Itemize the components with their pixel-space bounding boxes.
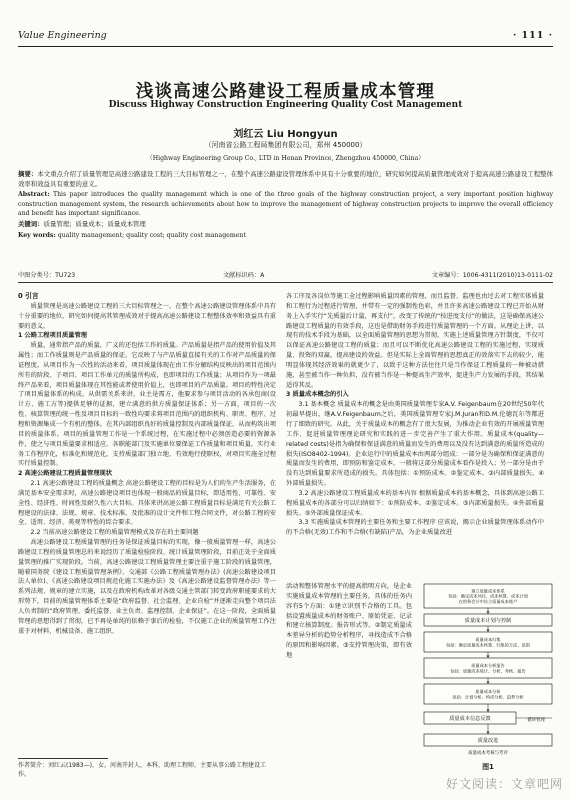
- flow-box-text: 质量成本信息反馈: [449, 716, 491, 723]
- paragraph: 2.2 当前高速公路建设工程的质量管理模式及存在的主要问题: [30, 529, 199, 537]
- paragraph: 各工序及各岗位等施工全过程影响质量因素的管理，而且监督、监理也由过去对工程实体质量和工程行为过程进行管理，并带有一定的强制性色彩，并且许多高速公路建设工程已开始从财务上入手实行“先质量后计量，再支付”，改变了传统的“按进度支付”的做法，这是确保高速公路建设工程质量的有效手段，这也是借助财务手段进行质量管理的一个方面。从理论上讲，以现有的技术手段为基础，以全面质量管理的思想为贯彻，实施上述质量管理方针制度，不仅可以保证高速公路建设工程的质量；而且可以不断优化高速公路建设工程的实施过程，实现质量、投资的双赢，提高建设的效益。但是实际上全面管理的思想真正的效落实下去的较少，能明显体现其经济效果的就更少了，以致于这种方法往往只是当作保证工程质量的一种被动措施，甚至被当作一种负担，没有被当作是一种提高生产效率，促进生产力发展的手段，其结果适得其反。: [286, 293, 544, 389]
- flow-box-text: 包括：质量成本统计、分析、考核、报告: [450, 668, 526, 674]
- paragraph: 3.2 高速公路建设工程质量成本的基本内容 根据质量成本的基本概念，具体到高速公路工程质量成本的各部分可以归纳如下：①预防成本。②鉴定成本。③内部质量损失。④外部质量损失。⑤外部质量保证成本。: [286, 489, 544, 517]
- flow-box-text: 建立质量成本体系: [471, 588, 505, 594]
- flowchart-svg: [418, 582, 558, 757]
- journal-name: Value Engineering: [18, 30, 107, 41]
- affiliation-english: （Highway Engineering Group Co., LTD in Henan Province, Zhengzhou 450000, China）: [146, 155, 425, 162]
- paragraph: 高速公路建设工程质量管理的任务是保证质量目标的实现，像一般质量管理一样，高速公路建设工程的质量管理总的来说经历了质量检验阶段、统计质量管理阶段，目前正处于全面质量管理的推广实现阶段。当前，高速公路建设工程质量管理主要注重于施工阶段的质量管理，随着国务院《建设工程质量管理条例》、交通部《公路工程质量管理办法》(高速公路建设项目法人单位)、《高速公路建设项目规范化施工实施办法》及《高速公路建设监督管理办法》等一系列法规、规章的建立实施，以及在政府机构改革对各级交通主管部门转变政府职能要求的大形势下，目前的质量管理体系主要是“政府监督、社会监理、企业自检”并逐渐走向整个项目法人负责制的“政府管理、委托监督、业主负责、监理控制、企业保证”。在这一阶段，全面质量管理的思想得到了贯彻，已不再是单纯的依赖于事后的检验，不仅施工企业的质量管理工作注重于对材料、机械设备、施工组织、: [18, 539, 276, 635]
- flow-side-label: 循环管理: [527, 718, 545, 723]
- right-column: [286, 292, 544, 538]
- document-code: 文献标识码：A: [223, 272, 265, 279]
- flow-arrowhead: [486, 612, 489, 615]
- flow-box-text: 质量成本归集: [475, 637, 501, 642]
- flow-box: [424, 734, 552, 746]
- keywords-english: Key words: quality management; quality cost; quality cost management: [18, 231, 246, 239]
- paragraph: 2.1 高速公路建设工程的质量概念 高速公路建设工程的目标是为人们的生产生活服务，在满足基本安全需求时，高速公路建设项目也体现一般商品的质量目标，即适用性、可靠性、安全性、经济性、时间性及耐久性六大目标。具体来讲高速公路工程质量目标是满足有关公路工程建设的法律、法规、规章、技术标准，及批准的设计文件和工程合同文件，对公路工程的安全、适用、经济、美观等特性的综合要求。: [18, 480, 276, 527]
- paragraph: 活动和整体管理水平的提高指明方向，是企业实施质量成本管理的主要任务，具体的任务内容有5个方面：①建立识别不合格的工具。包括设置质量成本的财务账户、原始凭证、记录和建立核算制度。报告形式等。②制定质量成本差异分析的趋势分析程序，寻找造成不合格的原因和影响因素。③支持管理决策，即有效地: [286, 583, 412, 659]
- flow-box-text: 质量成本分析报告: [471, 663, 505, 668]
- clc-number: 中图分类号：TU723: [18, 272, 76, 279]
- left-column: [18, 292, 276, 637]
- flow-box: [424, 712, 516, 724]
- paragraph: 3.3 实施质量成本管理的主要任务和主要工作程序 应该说，揭示企业质量管理体系动作中的不合格(无效)工作和不合格(有缺陷)产品，为企业质量改进: [286, 519, 544, 537]
- flow-box-text: 包括：确定成本项目、成本核算、成本计划: [448, 593, 528, 599]
- flow-box-text: 质量改进: [477, 738, 499, 745]
- title-chinese: 浅谈高速公路建设工程质量成本管理: [135, 82, 436, 102]
- header-rule: [18, 46, 553, 47]
- paragraph: 3.1 基本概念 质量成本的概念是由美国质量管理专家A.V. Feigenbaum在20世纪50年代初最早提出，继A.V.Feigenbaum之后，美国质量管理专家J.M.Juran和D.M.伦德瓦尔等都进行了细致的研究。从此，关于质量成本的概念有了很大发展，为推动企业有效的开展质量管理工作、促进质量管理理论研究和实践的进一步完善产生了重大作用。质量成本(quality—related costs)是指为确保和保证满意的质量而发生的费用以及没有达到满意的质量所造成的损失(ISO8402-1994)。企业运行中的质量成本由两部分组成：一部分是为确保和保证满意的质量而发生的费用，即预防和鉴定成本，一般将这部分质量成本看作是投入；另一部分是由于没有达到质量要求所造成的损失。具体包括：①预防成本。②鉴定成本。③内部质量损失。④外部质量损失。: [286, 401, 544, 488]
- flow-box: [424, 658, 552, 678]
- abstract-block: [18, 170, 553, 241]
- abstract-english: Abstract: This paper introduces the quality management which is one of the three goals of the highway construction project, a very important position highway construction management system, the research achievements about how to improve the management of highway construction projects to improve the overall efficiency and benefit has important significance.: [18, 191, 554, 218]
- flow-arrowhead: [486, 682, 489, 685]
- abstract-chinese: 摘要：本文重点介绍了质量管理是高速公路建设工程的三大目标管理之一，在整个高速公路建设管理体系中具有十分重要的地位，研究如何提高质量管理成效对于提高高速公路建设工程整体效率和效益具有重要的意义。: [18, 170, 554, 188]
- affiliation-chinese: （河南省公路工程局集团有限公司，郑州 450000）: [204, 141, 367, 149]
- flow-arrowhead: [486, 630, 489, 633]
- meta-rule: [18, 282, 553, 283]
- flow-box-text: 包括：确定质量成本核算、归集的方法、范围: [446, 642, 530, 648]
- right-column-narrow: [286, 582, 412, 661]
- flow-box-text: 在财务会计中设立质量成本账户: [458, 599, 518, 605]
- paragraph: 质量，通常指产品的质量，广义的还包括工作的质量。产品质量是指产品的使用价值及其属性；而工作质量则是产品质量的保证，它反映了与产品质量直接有关的工作对产品质量的保证程度。从项目作为一次性的活动来看，项目质量体现在由工作分解结构反映出的项目范围内所有的阶段、子项目、项目工作单元的质量所构成，也即项目的工作质量；从项目作为一项最终产品来看，项目质量体现在其性能或者使用价值上，也即项目的产品质量。项目的特性决定了项目质量体系的构成。从供需关系来讲，业主是需方，他要求参与项目活动的各承包商(设计方、施工方等)提供足够的证据，建立满意的供方质量保证体系；另一方面，项目的一次性、核算管理的统一性及项目目标的一致性均要求将项目范围内的组织机构、职责、程序、过程和资源集成一个有机的整体，在其内部组织良好的质量控制及内部质量保证，从而构筑出项目的质量体系。项目的质量管理工作是一个系统过程，在实施过程中必须创造必要的资源条件，使之与项目质量要求相适应。各职能部门及实施单位要保证工作质量和项目质量，实行业务工作程序化，标准化和规范化，支持质量部门独立地、有效地行使职权，对项目实施全过程实行质量控制。: [18, 342, 276, 468]
- flow-box: [424, 584, 552, 608]
- section-heading: 3 质量成本概念的引入: [286, 391, 349, 399]
- flow-box-text: 质量成本计划与控制: [464, 618, 512, 625]
- figure-flowchart: [418, 582, 558, 757]
- flow-box: [424, 614, 552, 626]
- flow-arrowhead: [486, 732, 489, 735]
- flow-arrowhead: [486, 710, 489, 713]
- keywords-chinese: 关键词：质量管理；质量成本；质量成本管理: [18, 219, 146, 228]
- footnote-rule: [18, 758, 108, 759]
- flow-bottom-label: 质量成本考核与考评: [468, 751, 508, 756]
- figure-caption: 图1: [482, 763, 494, 771]
- author: 刘红云 Liu Hongyun: [233, 129, 338, 140]
- section-heading: 1 公路工程项目质量管理: [18, 332, 88, 340]
- section-heading: 0 引言: [18, 292, 39, 300]
- flow-box-text: 包括：计划分析、构成分析、趋势分析: [452, 694, 524, 700]
- page-number: · 111 ·: [512, 30, 553, 41]
- running-header: [18, 30, 553, 46]
- flow-box: [424, 632, 552, 652]
- classification-row: [18, 270, 553, 280]
- title-english: Discuss Highway Construction Engineering Quality Cost Management: [108, 100, 463, 110]
- flow-box: [424, 684, 552, 704]
- flow-box-text: 质量成本分析: [475, 689, 501, 694]
- article-number: 文章编号：1006-4311(2010)13-0111-02: [431, 272, 553, 279]
- section-heading: 2 高速公路建设工程质量管理现状: [18, 470, 113, 478]
- paragraph: 质量管理是高速公路建设工程的三大目标管理之一，在整个高速公路建设管理体系中具有十分重要的地位，研究如何提高其管理成效对于提高高速公路建设工程整体效率和效益具有重要的意义。: [18, 302, 276, 330]
- watermark: 好文阅读：文章吧网: [445, 777, 563, 791]
- footnote-author-bio: 作者简介：刘红云(1983—)，女，河南开封人，本科，助理工程师，主要从事公路工程建设工作。: [18, 762, 266, 778]
- flow-arrowhead: [486, 656, 489, 659]
